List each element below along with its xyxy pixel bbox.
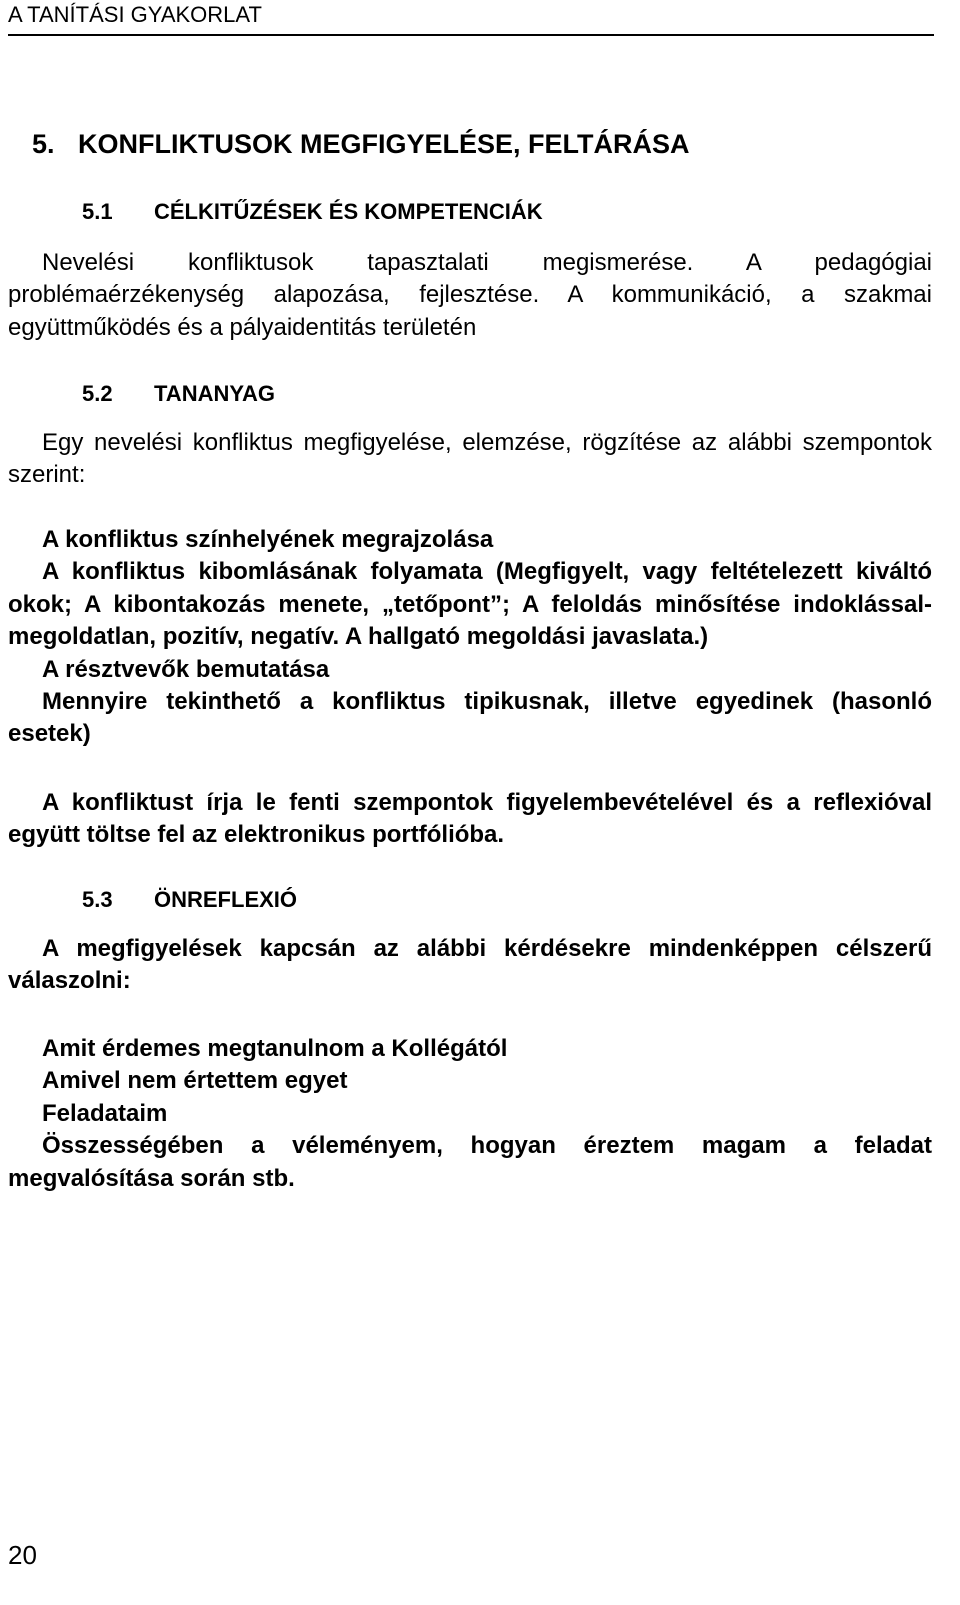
header-rule [8, 34, 934, 36]
list-item: Amit érdemes megtanulnom a Kollégától [42, 1035, 508, 1062]
section-material-number: 5.2 [82, 381, 113, 406]
chapter-heading [32, 128, 690, 160]
section-material-intro: Egy nevelési konfliktus megfigyelése, elemzése, rögzítése az alábbi szempontok szerint: [8, 429, 932, 489]
list-item: A résztvevők bemutatása [42, 655, 330, 683]
list-item: Mennyire tekinthető a konfliktus tipikusnak, illetve egyedinek (hasonló esetek) [8, 688, 932, 748]
section-reflection-title: ÖNREFLEXIÓ [154, 887, 298, 912]
list-item: A konfliktus színhelyének megrajzolása [42, 526, 494, 553]
section-goals-number: 5.1 [82, 199, 113, 224]
chapter-title: KONFLIKTUSOK MEGFIGYELÉSE, FELTÁRÁSA [78, 129, 690, 159]
section-reflection-number: 5.3 [82, 887, 113, 912]
reflection-questions-list [8, 1033, 932, 1195]
list-item: Összességében a véleményem, hogyan éreztem magam a feladat megvalósítása során stb. [8, 1132, 932, 1192]
section-goals-title: CÉLKITŰZÉSEK ÉS KOMPETENCIÁK [154, 199, 543, 224]
page-number: 20 [8, 1540, 37, 1570]
section-material-title: TANANYAG [154, 381, 276, 406]
section-goals-text: Nevelési konfliktusok tapasztalati megismerése. A pedagógiai problémaérzékenység alapozása, fejlesztése. A kommunikáció, a szakmai együttműködés és a pályaidentitás területén [8, 249, 932, 341]
section-reflection-intro: A megfigyelések kapcsán az alábbi kérdésekre mindenképpen célszerű válaszolni: [8, 935, 932, 995]
section-reflection-heading [82, 886, 297, 914]
section-material-heading [82, 380, 275, 408]
running-header: A TANÍTÁSI GYAKORLAT [8, 2, 262, 27]
material-criteria-list [8, 524, 932, 751]
section-goals-heading [82, 198, 543, 226]
list-item: Feladataim [42, 1099, 168, 1127]
section-material-closing: A konfliktust írja le fenti szempontok figyelembevételével és a reflexióval együtt töltse fel az elektronikus portfólióba. [8, 789, 932, 849]
list-item: Amivel nem értettem egyet [42, 1067, 348, 1095]
chapter-number: 5. [32, 129, 55, 159]
list-item: A konfliktus kibomlásának folyamata (Megfigyelt, vagy feltételezett kiváltó okok; A kibontakozás menete, „tetőpont”; A feloldás minősítése indoklással- megoldatlan, pozitív, negatív. A hallgató megoldási javaslata.) [8, 558, 932, 651]
